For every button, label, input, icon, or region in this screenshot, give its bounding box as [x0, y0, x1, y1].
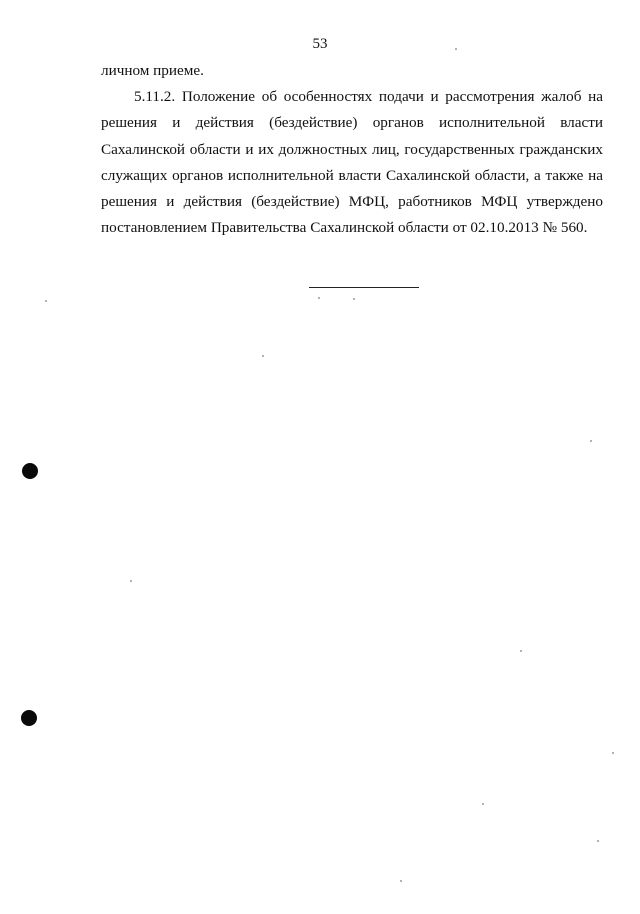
punch-hole	[22, 463, 38, 479]
punch-hole	[21, 710, 37, 726]
text-line: постановлением Правительства Сахалинской области от 02.10.2013 № 560.	[101, 219, 588, 237]
text-line: решения и действия (бездействие) органов исполнительной власти	[101, 114, 603, 132]
text-line: 5.11.2. Положение об особенностях подачи и рассмотрения жалоб на	[134, 88, 603, 106]
text-line: решения и действия (бездействие) МФЦ, работников МФЦ утверждено	[101, 193, 603, 211]
text-line: служащих органов исполнительной власти Сахалинской области, а также на	[101, 166, 603, 184]
text-line: личном приеме.	[101, 62, 204, 79]
text-line: Сахалинской области и их должностных лиц, государственных гражданских	[101, 140, 603, 158]
page-number: 53	[312, 36, 328, 52]
body-text	[101, 58, 603, 241]
separator-line	[309, 287, 419, 288]
